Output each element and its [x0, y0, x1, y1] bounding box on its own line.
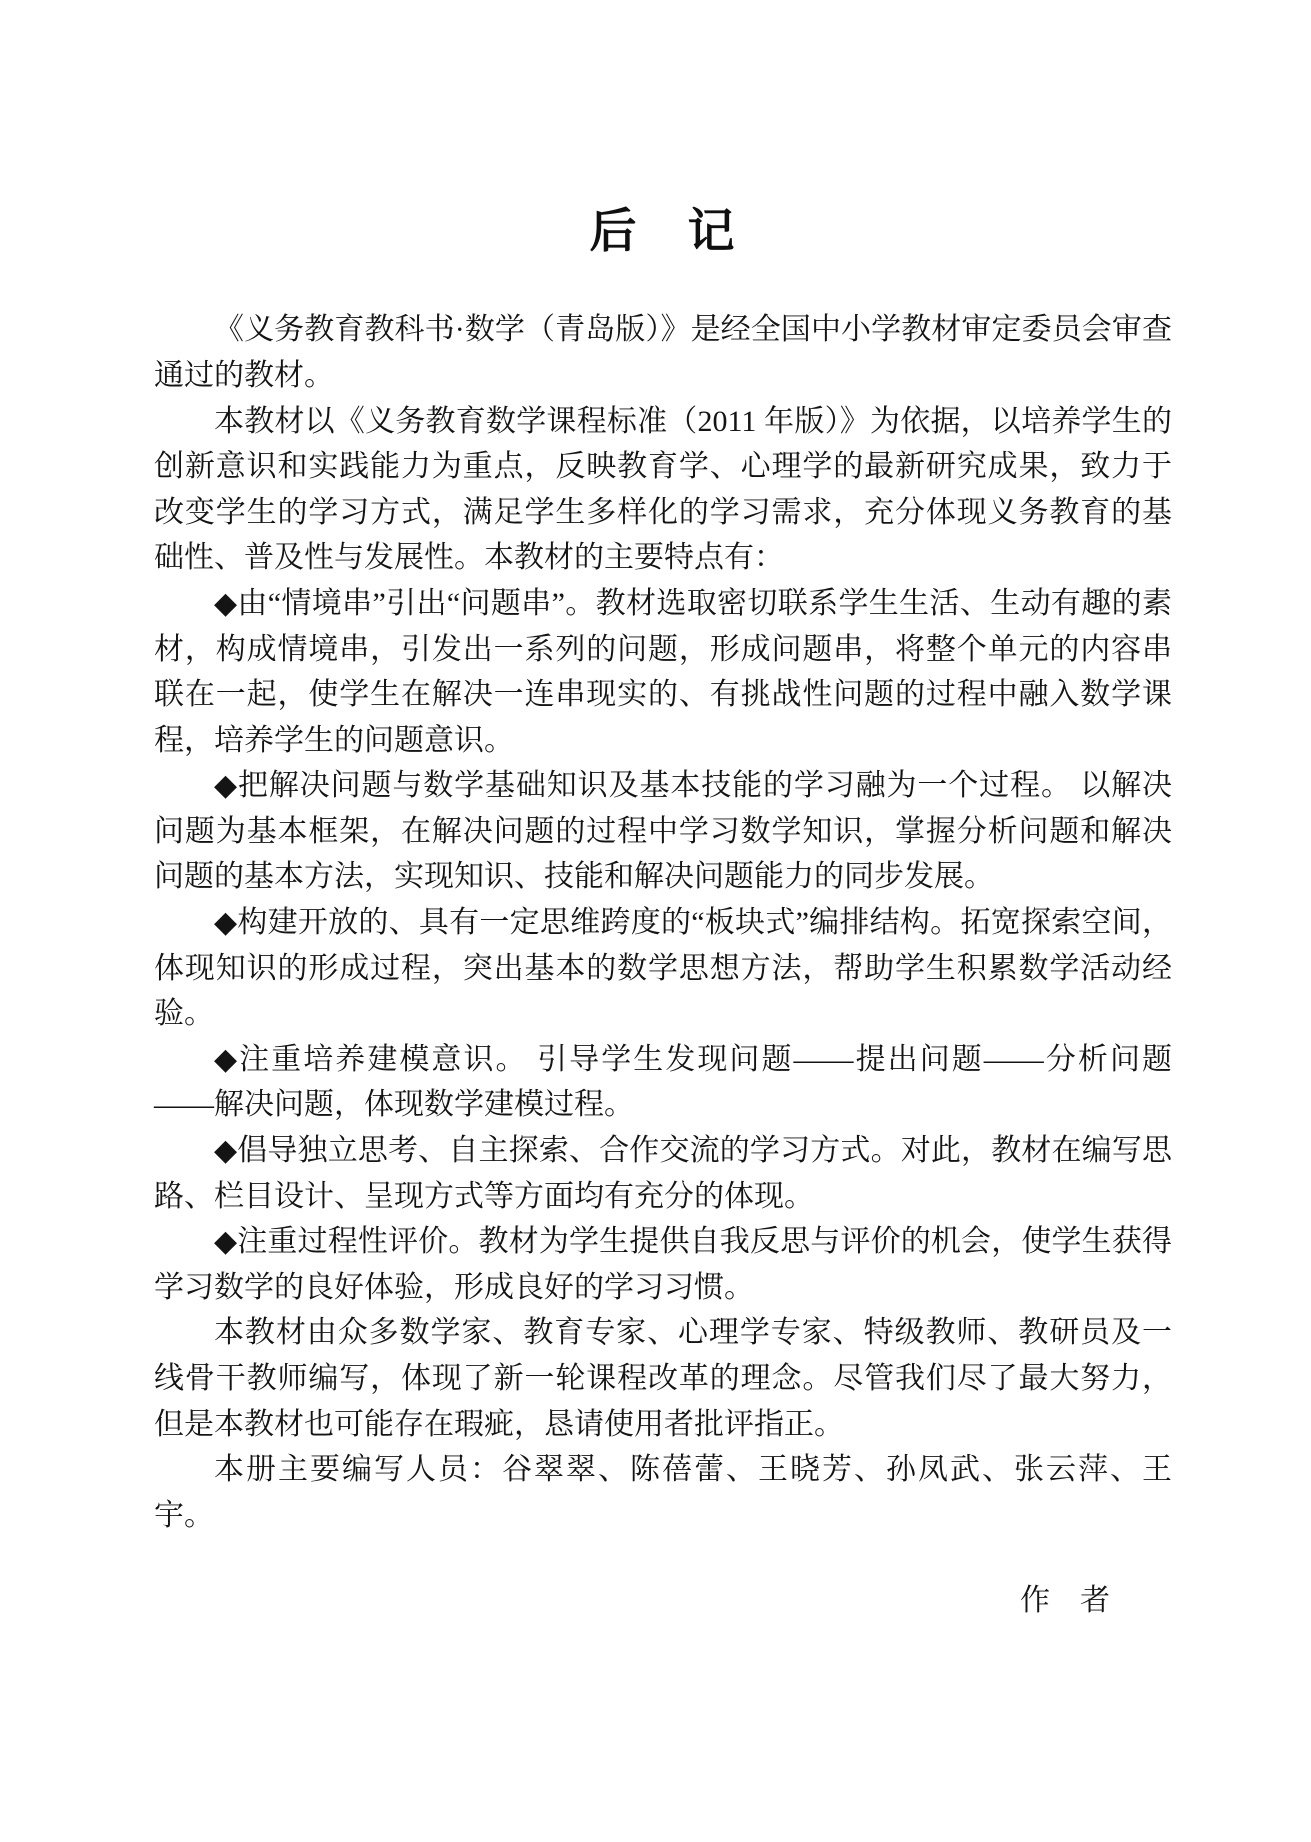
paragraph-basis: 本教材以《义务教育数学课程标准（2011 年版）》为依据，以培养学生的创新意识和实践能力为重点，反映教育学、心理学的最新研究成果，致力于改变学生的学习方式，满足学生多样化的学习需求，充分体现义务教育的基础性、普及性与发展性。本教材的主要特点有： — [154, 404, 1172, 575]
bullet-paragraph-process-evaluation: ◆注重过程性评价。教材为学生提供自我反思与评价的机会，使学生获得学习数学的良好体验，形成良好的学习习惯。 — [154, 1225, 1172, 1304]
bullet-paragraph-block-structure: ◆构建开放的、具有一定思维跨度的“板块式”编排结构。拓宽探索空间，体现知识的形成过程，突出基本的数学思想方法，帮助学生积累数学活动经验。 — [154, 906, 1172, 1031]
document-page — [154, 0, 1172, 1624]
bullet-paragraph-modeling: ◆注重培养建模意识。 引导学生发现问题——提出问题——分析问题——解决问题，体现数学建模过程。 — [154, 1042, 1172, 1122]
paragraph-authors-effort: 本教材由众多数学家、教育专家、心理学专家、特级教师、教研员及一线骨干教师编写，体现了新一轮课程改革的理念。尽管我们尽了最大努力，但是本教材也可能存在瑕疵，恳请使用者批评指正。 — [154, 1316, 1172, 1441]
bullet-paragraph-learning-styles: ◆倡导独立思考、自主探索、合作交流的学习方式。对此，教材在编写思路、栏目设计、呈现方式等方面均有充分的体现。 — [154, 1134, 1172, 1213]
paragraph-editors-list: 本册主要编写人员：谷翠翠、陈蓓蕾、王晓芳、孙凤武、张云萍、王宇。 — [154, 1453, 1172, 1532]
afterword-body — [154, 307, 1172, 1538]
signature-author: 作 者 — [1020, 1584, 1110, 1618]
bullet-paragraph-situation-strings: ◆由“情境串”引出“问题串”。教材选取密切联系学生生活、生动有趣的素材，构成情境串，引发出一系列的问题，形成问题串，将整个单元的内容串联在一起，使学生在解决一连串现实的、有挑战性问题的过程中融入数学课程，培养学生的问题意识。 — [154, 586, 1172, 757]
page-title: 后 记 — [589, 206, 737, 258]
bullet-paragraph-problem-solving: ◆把解决问题与数学基础知识及基本技能的学习融为一个过程。 以解决问题为基本框架，在解决问题的过程中学习数学知识，掌握分析问题和解决问题的基本方法，实现知识、技能和解决问题能力的同步发展。 — [154, 769, 1172, 894]
paragraph-approval: 《义务教育教科书·数学（青岛版）》是经全国中小学教材审定委员会审查通过的教材。 — [154, 313, 1172, 392]
